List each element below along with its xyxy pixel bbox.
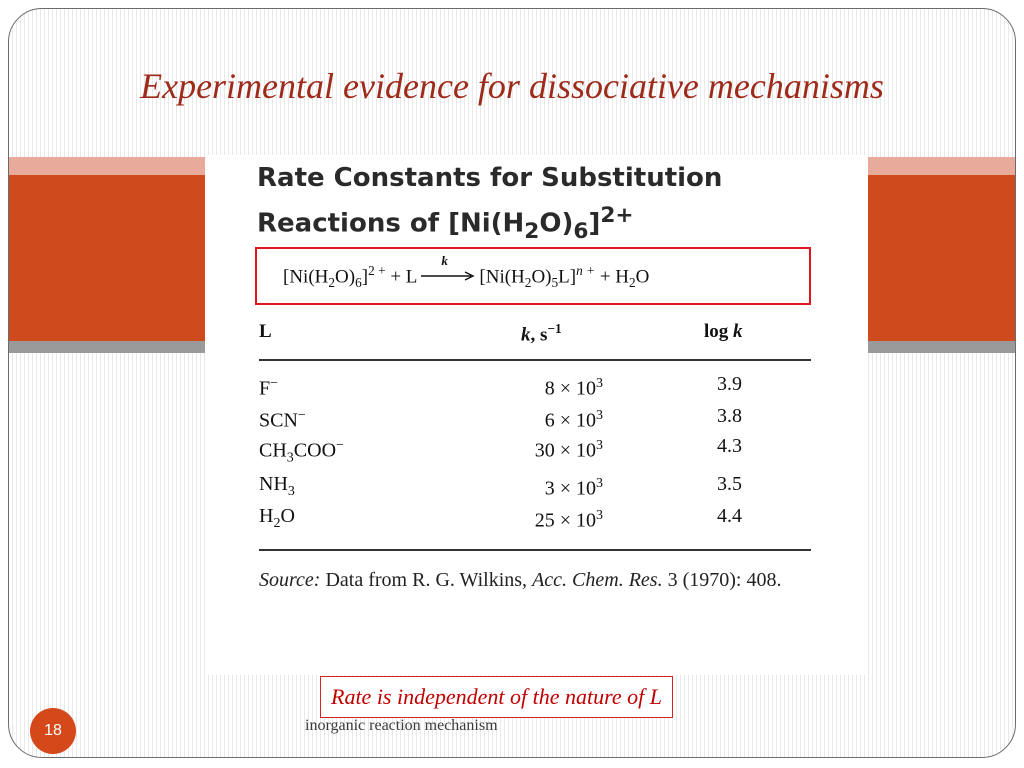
cell-rate-constant: $6 \times 10^3$ — [544, 408, 603, 432]
conclusion-callout: Rate is independent of the nature of L — [320, 676, 673, 718]
header-rate-constant: k, $s^{-1}$ — [521, 321, 562, 346]
header-ligand: L — [259, 321, 272, 342]
equation-highlight-box — [255, 247, 811, 305]
cell-log-k: 3.5 — [717, 473, 742, 495]
bottom-rule — [259, 549, 811, 551]
cell-rate-constant: $3 \times 10^3$ — [544, 476, 603, 500]
cell-ligand: SCN− — [259, 408, 306, 432]
table-figure — [205, 155, 868, 675]
slide-frame — [8, 8, 1016, 758]
cell-ligand: $NH_3$ — [259, 473, 295, 499]
slide-footer: inorganic reaction mechanism — [305, 717, 498, 734]
table-title — [257, 159, 722, 251]
reaction-equation: $[Ni(H_2O)_6]^{2 +} + L$ k $[Ni(H_2O)_5L]^{n +} + H_2O$ — [283, 252, 650, 291]
slide-title: Experimental evidence for dissociative mechanisms — [140, 66, 884, 106]
cell-rate-constant: $30 \times 10^3$ — [534, 438, 603, 462]
cell-ligand: F− — [259, 376, 279, 400]
table-title-line2: Reactions of $[Ni(H_2O)_6]^{2+}$ — [257, 203, 634, 244]
cell-ligand: $H_2O$ — [259, 505, 295, 531]
cell-log-k: 4.4 — [717, 505, 742, 527]
cell-rate-constant: $25 \times 10^3$ — [534, 508, 603, 532]
page-number-badge: 18 — [30, 708, 76, 754]
header-rule — [259, 359, 811, 361]
cell-ligand: $CH_3COO^-$ — [259, 438, 344, 466]
arrow-label: k — [441, 252, 448, 268]
cell-log-k: 4.3 — [717, 435, 742, 457]
cell-log-k: 3.9 — [717, 373, 742, 395]
table-source-note: Source: Data from R. G. Wilkins, Acc. Chem. Res. 3 (1970): 408. — [259, 569, 782, 591]
reaction-arrow — [421, 252, 475, 281]
table-title-line1: Rate Constants for Substitution — [257, 163, 723, 193]
cell-rate-constant: $8 \times 10^3$ — [544, 376, 603, 400]
arrow-right-icon — [421, 271, 475, 281]
cell-log-k: 3.8 — [717, 405, 742, 427]
header-log-k: log k — [704, 321, 743, 342]
